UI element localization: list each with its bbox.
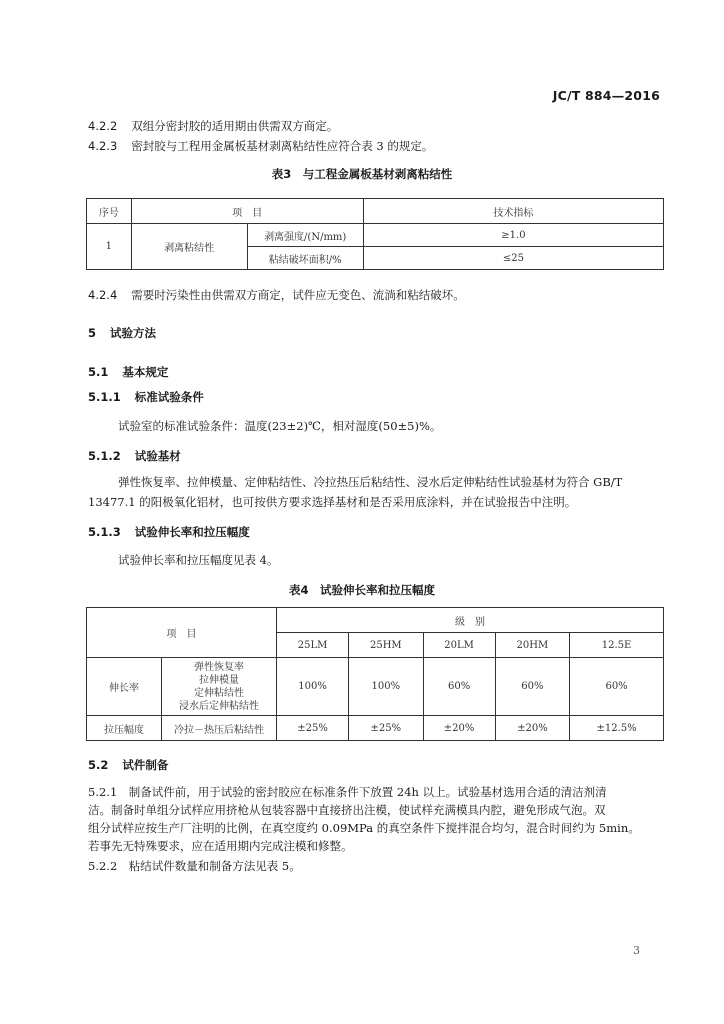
section-number: 5.1.2: [88, 449, 121, 463]
paragraph-5-1-3: 试验伸长率和拉压幅度见表 4。: [118, 553, 279, 567]
section-number: 5.1.3: [88, 525, 121, 539]
clause-4-2-2: [88, 118, 338, 134]
table4-class-label: 20LM: [423, 633, 495, 658]
table3-header-item: 项 目: [131, 199, 363, 224]
section-5-1-heading: [88, 364, 168, 380]
table3-value: ≥1.0: [363, 224, 663, 247]
section-title: 试验方法: [110, 326, 157, 340]
table4-item: 弹性恢复率: [194, 661, 244, 673]
table3-sub-item: 粘结破坏面积/%: [247, 247, 363, 270]
table4-row-items: [162, 658, 277, 716]
page-number: 3: [633, 944, 640, 957]
section-title: 试件制备: [122, 758, 169, 772]
paragraph-5-2-2: 5.2.2 粘结试件数量和制备方法见表 5。: [88, 859, 301, 873]
table4-item: 冷拉－热压后粘结性: [162, 716, 277, 741]
table4-value: 100%: [349, 658, 424, 716]
table3: [86, 198, 664, 270]
paragraph-line: 组分试样应按生产厂注明的比例，在真空度约 0.09MPa 的真空条件下搅拌混合均匀，混合时间约为 5min。: [88, 821, 640, 835]
section-number: 5: [88, 326, 97, 340]
section-title: 试验伸长率和拉压幅度: [134, 525, 250, 539]
table3-caption: 表3 与工程金属板基材剥离粘结性: [271, 167, 453, 181]
table4-row-label: 伸长率: [87, 658, 162, 716]
table4-row-label: 拉压幅度: [87, 716, 162, 741]
table4-class-label: 25LM: [277, 633, 349, 658]
clause-4-2-3: [88, 138, 433, 154]
table4-value: ±25%: [349, 716, 424, 741]
clause-number: 4.2.2: [88, 119, 118, 133]
section-5-2-heading: [88, 757, 168, 773]
table4-class-label: 12.5E: [570, 633, 664, 658]
table3-item: 剥离粘结性: [131, 224, 247, 270]
paragraph-line: 若事先无特殊要求，应在适用期内完成注模和修整。: [88, 839, 353, 853]
table4-value: ±20%: [495, 716, 570, 741]
section-number: 5.1.1: [88, 390, 121, 404]
paragraph-5-1-2-line: 13477.1 的阳极氧化铝材，也可按供方要求选择基材和是否采用底涂料，并在试验报告中注明。: [88, 495, 577, 509]
section-number: 5.2: [88, 758, 109, 772]
table3-value: ≤25: [363, 247, 663, 270]
clause-text: 需要时污染性由供需双方商定，试件应无变色、流淌和粘结破坏。: [131, 288, 465, 302]
paragraph-5-1-2-line: 弹性恢复率、拉伸模量、定伸粘结性、冷拉热压后粘结性、浸水后定伸粘结性试验基材为符合 GB/T: [118, 475, 623, 489]
table4-item: 拉伸模量: [199, 674, 239, 686]
standard-code: JC/T 884—2016: [552, 88, 660, 103]
table4-value: 60%: [495, 658, 570, 716]
table3-row-no: 1: [87, 224, 132, 270]
section-title: 基本规定: [122, 365, 169, 379]
section-5-1-3-heading: [88, 524, 250, 540]
table4-item: 浸水后定伸粘结性: [179, 700, 259, 712]
paragraph-line: 洁。制备时单组分试样应用挤枪从包装容器中直接挤出注模，使试样充满模具内腔，避免形成气泡。双: [88, 803, 606, 817]
table4: [86, 607, 664, 741]
clause-number: 4.2.4: [88, 288, 118, 302]
table4-value: 60%: [570, 658, 664, 716]
table4-value: ±20%: [423, 716, 495, 741]
table4-value: ±12.5%: [570, 716, 664, 741]
clause-4-2-4: [88, 287, 465, 303]
section-title: 标准试验条件: [134, 390, 204, 404]
table3-header-spec: 技术指标: [363, 199, 663, 224]
section-5-1-2-heading: [88, 448, 181, 464]
section-5-heading: [88, 325, 156, 341]
table4-class-label: 25HM: [349, 633, 424, 658]
paragraph-5-1-1: 试验室的标准试验条件：温度(23±2)℃，相对湿度(50±5)%。: [118, 419, 442, 433]
section-number: 5.1: [88, 365, 109, 379]
clause-text: 密封胶与工程用金属板基材剥离粘结性应符合表 3 的规定。: [131, 139, 434, 153]
table3-sub-item: 剥离强度/(N/mm): [247, 224, 363, 247]
clause-text: 双组分密封胶的适用期由供需双方商定。: [131, 119, 339, 133]
section-title: 试验基材: [134, 449, 181, 463]
table4-header-item: 项 目: [87, 608, 277, 658]
clause-number: 4.2.3: [88, 139, 118, 153]
table4-item: 定伸粘结性: [194, 687, 244, 699]
table3-header-no: 序号: [87, 199, 132, 224]
paragraph-5-2-1: [88, 783, 660, 855]
section-5-1-1-heading: [88, 389, 204, 405]
table4-header-class: 级 别: [277, 608, 664, 633]
table4-caption: 表4 试验伸长率和拉压幅度: [288, 583, 435, 597]
table4-value: 60%: [423, 658, 495, 716]
paragraph-line: 5.2.1 制备试件前，用于试验的密封胶应在标准条件下放置 24h 以上。试验基材选用合适的清洁剂清: [88, 785, 607, 799]
table4-class-label: 20HM: [495, 633, 570, 658]
table4-value: 100%: [277, 658, 349, 716]
table4-value: ±25%: [277, 716, 349, 741]
